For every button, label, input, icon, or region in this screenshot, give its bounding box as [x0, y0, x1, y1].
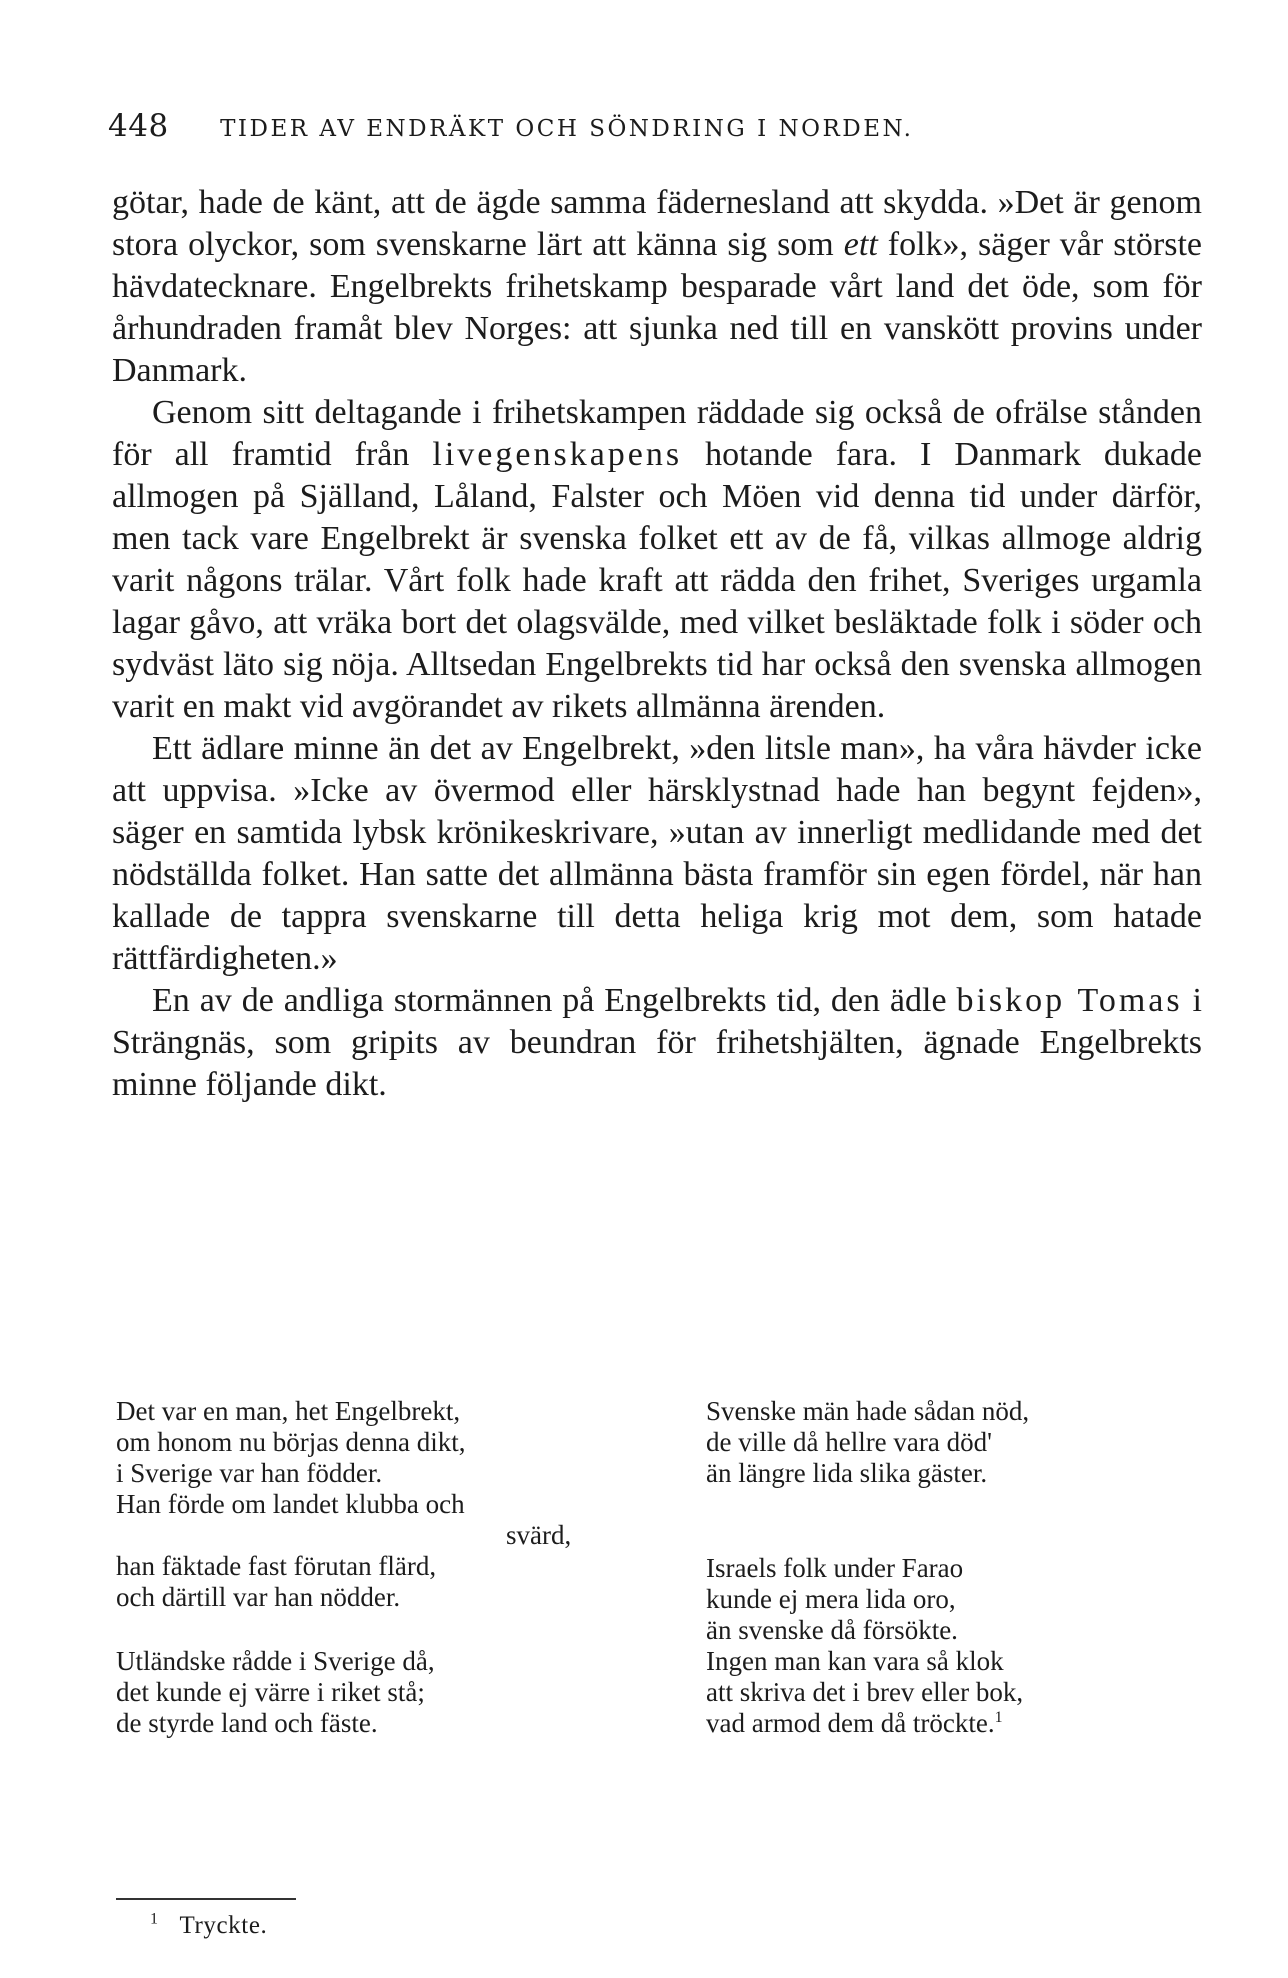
page-number: 448 — [108, 108, 169, 144]
verse-line: i Sverige var han födder. — [116, 1458, 383, 1488]
paragraph-1 — [112, 182, 1202, 392]
running-title: TIDER AV ENDRÄKT OCH SÖNDRING I NORDEN. — [220, 116, 914, 142]
poem-column-right — [706, 1396, 1206, 1772]
stanza — [706, 1553, 1206, 1739]
paragraph-2 — [112, 392, 1202, 728]
verse-line: det kunde ej värre i riket stå; — [116, 1677, 425, 1707]
verse-line: Israels folk under Farao — [706, 1553, 964, 1583]
running-head — [108, 108, 1108, 144]
stanza — [706, 1396, 1206, 1489]
paragraph-2-text-rest: hotande fara. I Danmark dukade allmogen på Själland, Låland, Falster och Möen vid denna tid under därför, men tack vare Engelbrekt är svenska folket ett av de få, vilkas allmoge aldrig varit någons trälar. Vårt folk hade kraft att rädda den frihet, Sveriges urgamla lagar gåvo, att vräka bort det olagsvälde, med vilket besläktade folk i söder och sydväst läto sig nöja. Alltsedan Engelbrekts tid har också den svenska allmogen varit en makt vid avgörandet av rikets allmänna ärenden. — [112, 436, 1203, 725]
paragraph-4-text-rest: i Strängnäs, som gripits av beundran för frihetshjälten, ägnade Engelbrekts minne följande dikt. — [112, 982, 1202, 1103]
verse-line: än svenske då försökte. — [706, 1615, 958, 1645]
verse-line: och därtill var han nödder. — [116, 1582, 401, 1612]
verse-line: kunde ej mera lida oro, — [706, 1584, 956, 1614]
footnote-divider — [116, 1898, 296, 1900]
footnote-text: Tryckte. — [179, 1912, 268, 1939]
paragraph-1-text: götar, hade de känt, att de ägde samma fädernesland att skydda. »Det är genom stora olyckor, som svenskarne lärt att känna sig som — [112, 184, 1202, 263]
poem — [116, 1396, 1206, 1772]
verse-line: att skriva det i brev eller bok, — [706, 1677, 1024, 1707]
footnote-reference: 1 — [994, 1709, 1003, 1726]
footnote-mark: 1 — [150, 1910, 159, 1928]
body-text — [112, 182, 1202, 1106]
stanza — [116, 1646, 646, 1739]
verse-line: än längre lida slika gäster. — [706, 1458, 988, 1488]
verse-line: Svenske män hade sådan nöd, — [706, 1396, 1030, 1426]
verse-line: Han förde om landet klubba och — [116, 1489, 465, 1519]
paragraph-4-spaced-name: biskop Tomas — [956, 982, 1183, 1019]
paragraph-4 — [112, 980, 1202, 1106]
paragraph-1-text-rest: folk», säger vår störste hävdatecknare. Engelbrekts frihetskamp besparade vårt land det öde, som för århundraden framåt blev Norges: att sjunka ned till en vanskött provins under Danmark. — [112, 226, 1203, 389]
paragraph-2-spaced-word: livegenskapens — [432, 436, 683, 473]
verse-line: de ville då hellre vara död' — [706, 1427, 992, 1457]
paragraph-4-text: En av de andliga stormännen på Engelbrekts tid, den ädle — [152, 982, 957, 1019]
verse-line: Ingen man kan vara så klok — [706, 1646, 1004, 1676]
poem-column-left — [116, 1396, 646, 1772]
paragraph-1-emphasis: ett — [843, 226, 878, 263]
verse-line-continuation: svärd, — [506, 1520, 572, 1550]
verse-line: Utländske rådde i Sverige då, — [116, 1646, 435, 1676]
paragraph-3: Ett ädlare minne än det av Engelbrekt, »den litsle man», ha våra hävder icke att uppvisa. »Icke av övermod eller härsklystnad hade han begynt fejden», säger en samtida lybsk krönikeskrivare, »utan av innerligt medlidande med det nödställda folket. Han satte det allmänna bästa framför sin egen fördel, när han kallade de tappra svenskarne till detta heliga krig mot dem, som hatade rättfärdigheten.» — [112, 730, 1202, 977]
stanza — [116, 1396, 646, 1613]
verse-line: de styrde land och fäste. — [116, 1708, 378, 1738]
verse-line: Det var en man, het Engelbrekt, — [116, 1396, 461, 1426]
verse-line: om honom nu börjas denna dikt, — [116, 1427, 466, 1457]
paragraph-2-text: Genom sitt deltagande i frihetskampen räddade sig också de ofrälse stånden för all framtid från — [112, 394, 1202, 473]
verse-line: han fäktade fast förutan flärd, — [116, 1551, 437, 1581]
verse-line — [706, 1708, 1206, 1739]
footnote — [150, 1912, 267, 1940]
verse-line-text: vad armod dem då tröckte. — [706, 1708, 995, 1738]
